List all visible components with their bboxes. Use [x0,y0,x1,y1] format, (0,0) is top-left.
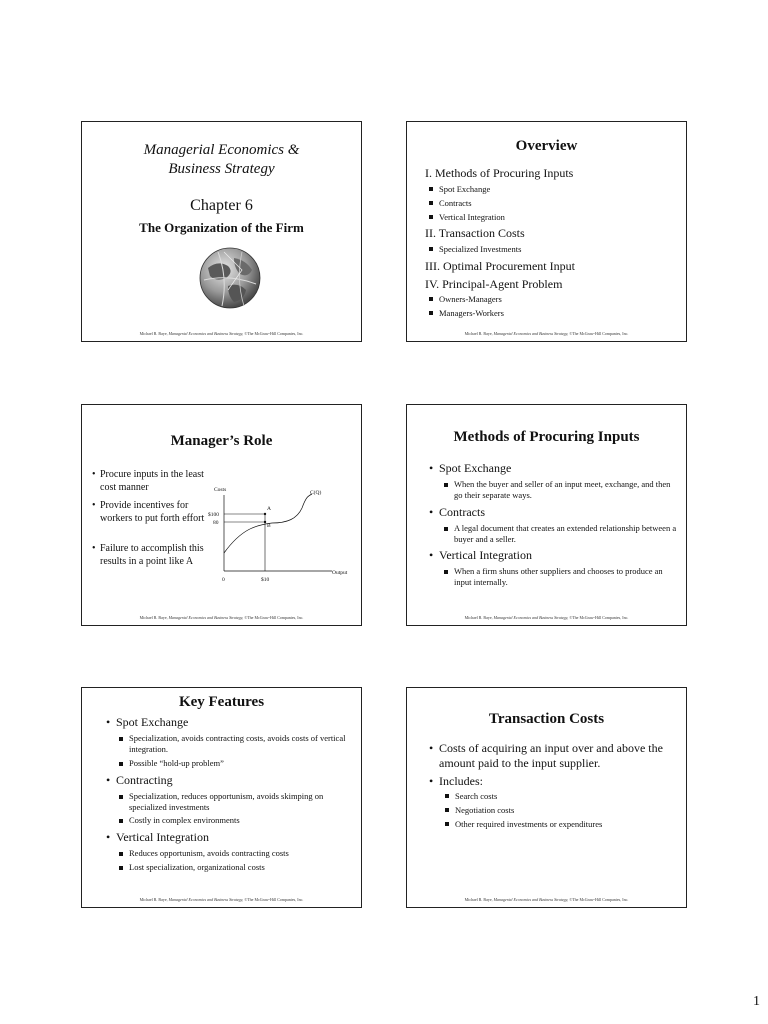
bullet-description: When a firm shuns other suppliers and chooses to produce an input internally. [454,566,679,588]
bullet-item: • Contracts [439,505,485,519]
globe-icon [198,246,262,310]
slide-heading: Methods of Procuring Inputs [453,429,640,445]
bullet-item: • Vertical Integration [116,830,209,844]
bullet-item: • Vertical Integration [439,548,532,562]
outline-subitem: Owners-Managers [429,294,502,304]
bullet-description: Other required investments or expenditures [445,819,602,829]
point-a [264,513,266,515]
slide-heading: Manager’s Role [170,433,273,449]
curve-label: C(Q) [310,490,322,496]
outline-subitem: Spot Exchange [429,184,490,194]
x-axis-label: Output [332,570,348,576]
slide-footer: Michael R. Baye, Managerial Economics and Business Strategy, ©The McGraw-Hill Companies, Inc. [139,615,304,620]
outline-subitem: Managers-Workers [429,308,504,318]
bullet-description: Specialization, reduces opportunism, avoids skimping on specialized investments [129,791,349,813]
bullet-item: • Provide incentives for workers to put forth effort [100,499,215,525]
outline-subitem: Contracts [429,198,472,208]
slide-overview [406,121,687,342]
bullet-description: Lost specialization, organizational costs [129,862,349,873]
outline-subitem: Specialized Investments [429,244,521,254]
bullet-item: • Contracting [116,773,173,787]
bullet-item: • Costs of acquiring an input over and above the amount paid to the input supplier. [439,741,679,771]
outline-item: II. Transaction Costs [425,226,525,240]
slide-title-heading: Managerial Economics & Business Strategy [143,142,300,177]
bullet-item: • Spot Exchange [439,461,511,475]
chapter-label: Chapter 6 [190,197,253,214]
slide-footer: Michael R. Baye, Managerial Economics and Business Strategy, ©The McGraw-Hill Companies, Inc. [464,897,629,902]
slide-key-features [81,687,362,908]
y-tick-label: $100 [208,512,219,518]
y-axis-label: Costs [214,487,227,493]
outline-item: III. Optimal Procurement Input [425,259,575,273]
outline-item: I. Methods of Procuring Inputs [425,166,574,180]
bullet-item: • Failure to accomplish this results in a point like A [100,542,210,568]
slide-heading: Overview [515,138,578,154]
y-tick-label: 80 [213,520,219,526]
slide-footer: Michael R. Baye, Managerial Economics and Business Strategy, ©The McGraw-Hill Companies, Inc. [464,331,629,336]
bullet-item: • Spot Exchange [116,715,188,729]
slide-transaction-costs [406,687,687,908]
outline-item: IV. Principal-Agent Problem [425,277,563,291]
slide-footer: Michael R. Baye, Managerial Economics and Business Strategy, ©The McGraw-Hill Companies, Inc. [139,897,304,902]
bullet-description: Specialization, avoids contracting costs, avoids costs of vertical integration. [129,733,349,755]
slide-methods [406,404,687,626]
bullet-item: • Includes: [439,774,483,788]
x-tick-label: $10 [261,577,270,583]
bullet-description: Reduces opportunism, avoids contracting costs [129,848,349,859]
bullet-item: • Procure inputs in the least cost manner [100,468,210,494]
page-number: 1 [753,994,760,1009]
x-tick-label: 0 [222,577,225,583]
chapter-subtitle: The Organization of the Firm [139,220,304,235]
outline-subitem: Vertical Integration [429,212,505,222]
bullet-description: When the buyer and seller of an input meet, exchange, and then go their separate ways. [454,479,679,501]
slide-title [81,121,362,342]
bullet-description: A legal document that creates an extended relationship between a buyer and a seller. [454,523,679,545]
slide-footer: Michael R. Baye, Managerial Economics and Business Strategy, ©The McGraw-Hill Companies, Inc. [464,615,629,620]
slide-footer: Michael R. Baye, Managerial Economics and Business Strategy, ©The McGraw-Hill Companies, Inc. [139,331,304,336]
bullet-description: Negotiation costs [445,805,514,815]
slide-heading: Transaction Costs [488,711,605,727]
cost-chart [202,483,352,588]
point-label-a: A [267,506,271,512]
bullet-description: Possible “hold-up problem” [129,758,349,769]
point-label-b: B [267,523,271,529]
bullet-description: Costly in complex environments [129,815,349,826]
point-b [264,521,266,523]
bullet-description: Search costs [445,791,497,801]
slide-heading: Key Features [178,694,265,710]
slide-managers-role [81,404,362,626]
